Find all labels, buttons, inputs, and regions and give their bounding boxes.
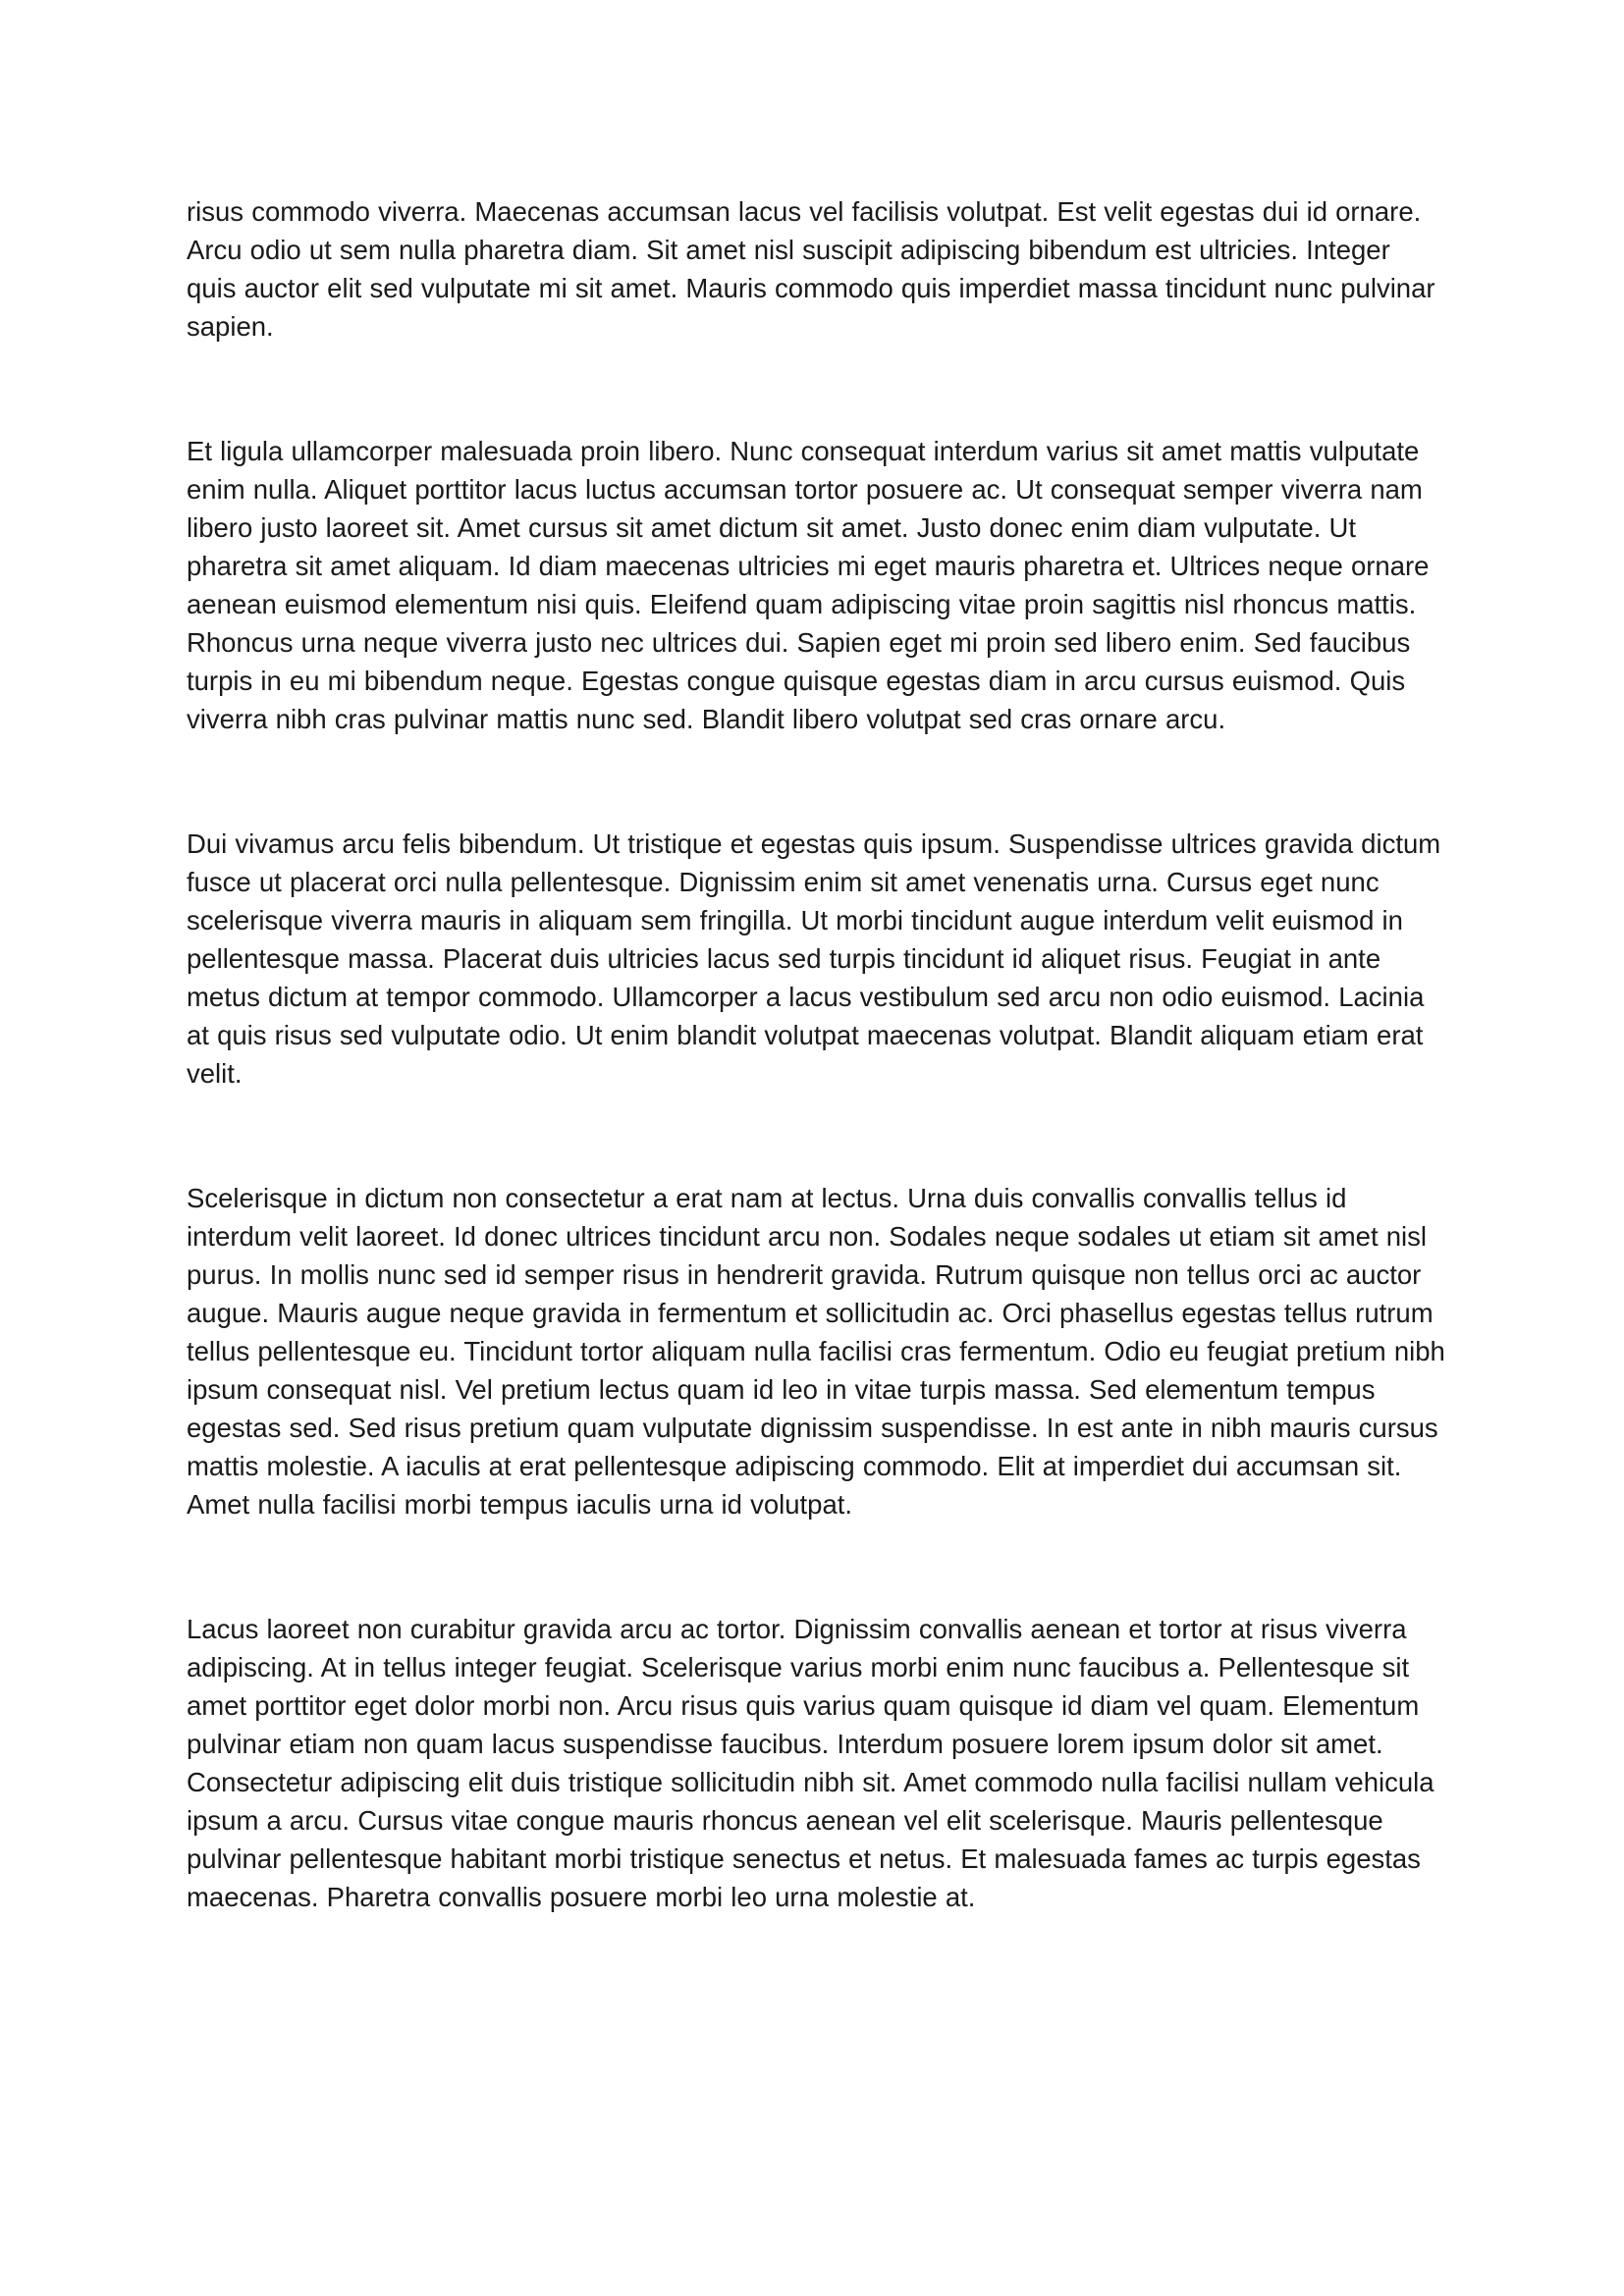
document-text-body [187,192,1445,2002]
paragraph: Dui vivamus arcu felis bibendum. Ut tristique et egestas quis ipsum. Suspendisse ultrices gravida dictum fusce ut placerat orci nulla pellentesque. Dignissim enim sit amet venenatis urna. Cursus eget nunc scelerisque viverra mauris in aliquam sem fringilla. Ut morbi tincidunt augue interdum velit euismod in pellentesque massa. Placerat duis ultricies lacus sed turpis tincidunt id aliquet risus. Feugiat in ante metus dictum at tempor commodo. Ullamcorper a lacus vestibulum sed arcu non odio euismod. Lacinia at quis risus sed vulputate odio. Ut enim blandit volutpat maecenas volutpat. Blandit aliquam etiam erat velit. [187,828,1441,1089]
paragraph: risus commodo viverra. Maecenas accumsan lacus vel facilisis volutpat. Est velit egestas dui id ornare. Arcu odio ut sem nulla pharetra diam. Sit amet nisl suscipit adipiscing bibendum est ultricies. Integer quis auctor elit sed vulputate mi sit amet. Mauris commodo quis imperdiet massa tincidunt nunc pulvinar sapien. [187,196,1435,342]
paragraph: Lacus laoreet non curabitur gravida arcu ac tortor. Dignissim convallis aenean et tortor at risus viverra adipiscing. At in tellus integer feugiat. Scelerisque varius morbi enim nunc faucibus a. Pellentesque sit amet porttitor eget dolor morbi non. Arcu risus quis varius quam quisque id diam vel quam. Elementum pulvinar etiam non quam lacus suspendisse faucibus. Interdum posuere lorem ipsum dolor sit amet. Consectetur adipiscing elit duis tristique sollicitudin nibh sit. Amet commodo nulla facilisi nullam vehicula ipsum a arcu. Cursus vitae congue mauris rhoncus aenean vel elit scelerisque. Mauris pellentesque pulvinar pellentesque habitant morbi tristique senectus et netus. Et malesuada fames ac turpis egestas maecenas. Pharetra convallis posuere morbi leo urna molestie at. [187,1614,1435,1912]
paragraph: Scelerisque in dictum non consectetur a erat nam at lectus. Urna duis convallis convallis tellus id interdum velit laoreet. Id donec ultrices tincidunt arcu non. Sodales neque sodales ut etiam sit amet nisl purus. In mollis nunc sed id semper risus in hendrerit gravida. Rutrum quisque non tellus orci ac auctor augue. Mauris augue neque gravida in fermentum et sollicitudin ac. Orci phasellus egestas tellus rutrum tellus pellentesque eu. Tincidunt tortor aliquam nulla facilisi cras fermentum. Odio eu feugiat pretium nibh ipsum consequat nisl. Vel pretium lectus quam id leo in vitae turpis massa. Sed elementum tempus egestas sed. Sed risus pretium quam vulputate dignissim suspendisse. In est ante in nibh mauris cursus mattis molestie. A iaculis at erat pellentesque adipiscing commodo. Elit at imperdiet dui accumsan sit. Amet nulla facilisi morbi tempus iaculis urna id volutpat. [187,1183,1445,1520]
paragraph: Et ligula ullamcorper malesuada proin libero. Nunc consequat interdum varius sit amet mattis vulputate enim nulla. Aliquet porttitor lacus luctus accumsan tortor posuere ac. Ut consequat semper viverra nam libero justo laoreet sit. Amet cursus sit amet dictum sit amet. Justo donec enim diam vulputate. Ut pharetra sit amet aliquam. Id diam maecenas ultricies mi eget mauris pharetra et. Ultrices neque ornare aenean euismod elementum nisi quis. Eleifend quam adipiscing vitae proin sagittis nisl rhoncus mattis. Rhoncus urna neque viverra justo nec ultrices dui. Sapien eget mi proin sed libero enim. Sed faucibus turpis in eu mi bibendum neque. Egestas congue quisque egestas diam in arcu cursus euismod. Quis viverra nibh cras pulvinar mattis nunc sed. Blandit libero volutpat sed cras ornare arcu. [187,436,1430,734]
